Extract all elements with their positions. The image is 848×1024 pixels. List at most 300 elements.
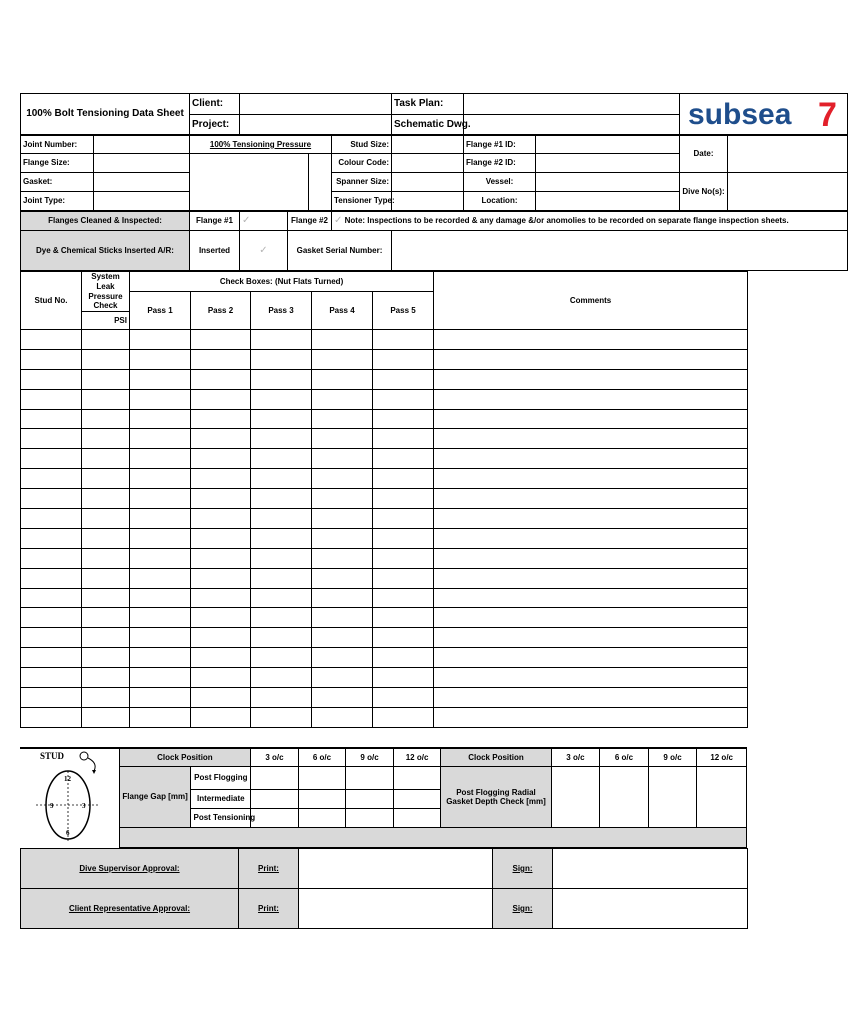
stud-row-cell[interactable] <box>312 648 373 668</box>
stud-row-cell[interactable] <box>434 588 748 608</box>
joint-type-field[interactable] <box>94 192 190 211</box>
stud-row-cell[interactable] <box>82 330 130 350</box>
stud-row-cell[interactable] <box>130 608 191 628</box>
gasket-serial-label: Gasket Serial Number: <box>288 231 392 271</box>
radial-check-label: Post Flogging Radial Gasket Depth Check [mm] <box>441 766 551 827</box>
psi-header: PSI <box>82 312 130 330</box>
stud-row-cell[interactable] <box>312 568 373 588</box>
flange-size-label: Flange Size: <box>21 154 94 173</box>
stud-row <box>21 707 748 727</box>
stud-row-cell[interactable] <box>434 568 748 588</box>
clock-9-left: 9 o/c <box>346 748 394 766</box>
gap-cell[interactable] <box>393 790 441 809</box>
clock-6-left: 6 o/c <box>298 748 346 766</box>
stud-row <box>21 369 748 389</box>
gap-cell[interactable] <box>298 790 346 809</box>
check-icon: ✓ <box>259 244 268 256</box>
flange-size-field[interactable] <box>94 154 190 173</box>
svg-text:9: 9 <box>50 802 54 811</box>
stud-row-cell[interactable] <box>312 469 373 489</box>
stud-rows <box>21 330 748 728</box>
stud-row-cell[interactable] <box>191 330 251 350</box>
gasket-field[interactable] <box>94 173 190 192</box>
clock-9-right: 9 o/c <box>648 748 697 766</box>
stud-row-cell[interactable] <box>373 528 434 548</box>
stud-row-cell[interactable] <box>191 449 251 469</box>
stud-row <box>21 509 748 529</box>
stud-row-cell[interactable] <box>21 409 82 429</box>
stud-row-cell[interactable] <box>21 389 82 409</box>
stud-row-cell[interactable] <box>373 330 434 350</box>
stud-row-cell[interactable] <box>312 389 373 409</box>
task-plan-label: Task Plan: <box>392 94 464 115</box>
stud-row-cell[interactable] <box>82 489 130 509</box>
stud-row-cell[interactable] <box>373 429 434 449</box>
stud-row-cell[interactable] <box>130 628 191 648</box>
stud-row-cell[interactable] <box>130 409 191 429</box>
stud-row-cell[interactable] <box>251 489 312 509</box>
inspection-note-text: Note: Inspections to be recorded & any damage &/or anomolies to be recorded on separate flange inspection sheets. <box>344 216 789 225</box>
radial-cell[interactable] <box>697 766 747 827</box>
stud-row-cell[interactable] <box>373 707 434 727</box>
stud-no-header: Stud No. <box>21 272 82 330</box>
stud-row-cell[interactable] <box>82 588 130 608</box>
stud-row-cell[interactable] <box>312 688 373 708</box>
stud-row-cell[interactable] <box>373 608 434 628</box>
stud-row-cell[interactable] <box>21 707 82 727</box>
stud-row-cell[interactable] <box>21 489 82 509</box>
stud-row-cell[interactable] <box>312 588 373 608</box>
schematic-label: Schematic Dwg. <box>392 115 464 135</box>
stud-row <box>21 608 748 628</box>
stud-row <box>21 449 748 469</box>
stud-row-cell[interactable] <box>251 369 312 389</box>
stud-row-cell[interactable] <box>251 349 312 369</box>
spanner-size-label: Spanner Size: <box>332 173 392 192</box>
stud-row <box>21 389 748 409</box>
stud-row-cell[interactable] <box>82 707 130 727</box>
gap-cell[interactable] <box>346 766 394 789</box>
stud-row-cell[interactable] <box>21 509 82 529</box>
colour-code-field[interactable] <box>392 154 464 173</box>
company-logo <box>680 94 848 135</box>
tensioner-type-field[interactable] <box>392 192 464 211</box>
stud-row-cell[interactable] <box>251 528 312 548</box>
inspection-note <box>332 211 848 231</box>
stud-row-cell[interactable] <box>373 449 434 469</box>
stud-row-cell[interactable] <box>251 449 312 469</box>
vessel-field[interactable] <box>536 173 680 192</box>
stud-row-cell[interactable] <box>130 429 191 449</box>
stud-row-cell[interactable] <box>312 608 373 628</box>
stud-row-cell[interactable] <box>21 588 82 608</box>
stud-row-cell[interactable] <box>130 528 191 548</box>
stud-row <box>21 330 748 350</box>
pass-5-header: Pass 5 <box>373 292 434 330</box>
stud-row-cell[interactable] <box>434 668 748 688</box>
stud-row-cell[interactable] <box>373 548 434 568</box>
stud-row-cell[interactable] <box>312 509 373 529</box>
flange1-check-label: Flange #1 <box>190 211 240 231</box>
stage-intermediate: Intermediate <box>191 790 251 809</box>
stud-row-cell[interactable] <box>251 389 312 409</box>
colour-code-label: Colour Code: <box>332 154 392 173</box>
stud-row-cell[interactable] <box>130 648 191 668</box>
stud-row <box>21 648 748 668</box>
stud-row-cell[interactable] <box>251 648 312 668</box>
flange2-id-field[interactable] <box>536 154 680 173</box>
radial-cell[interactable] <box>600 766 649 827</box>
pass-4-header: Pass 4 <box>312 292 373 330</box>
stud-row-cell[interactable] <box>251 588 312 608</box>
comments-header: Comments <box>434 272 748 330</box>
clock-position-header-left: Clock Position <box>119 748 251 766</box>
stud-row-cell[interactable] <box>434 369 748 389</box>
joint-number-label: Joint Number: <box>21 135 94 154</box>
svg-text:3: 3 <box>82 802 86 811</box>
stud-row-cell[interactable] <box>251 469 312 489</box>
stud-row <box>21 528 748 548</box>
client-print-field[interactable] <box>299 889 493 929</box>
stud-row-cell[interactable] <box>191 349 251 369</box>
svg-text:12: 12 <box>64 775 71 784</box>
supervisor-sign-label: Sign: <box>493 849 553 889</box>
stud-row-cell[interactable] <box>373 369 434 389</box>
stud-row-cell[interactable] <box>21 648 82 668</box>
stud-row-cell[interactable] <box>21 548 82 568</box>
stud-row-cell[interactable] <box>191 548 251 568</box>
stud-row-cell[interactable] <box>191 648 251 668</box>
clock-3-right: 3 o/c <box>551 748 600 766</box>
stud-row-cell[interactable] <box>373 568 434 588</box>
stud-row-cell[interactable] <box>373 409 434 429</box>
flange-clock-diagram-icon <box>20 749 116 845</box>
pass-3-header: Pass 3 <box>251 292 312 330</box>
client-field[interactable] <box>240 94 392 115</box>
stud-row-cell[interactable] <box>130 548 191 568</box>
flange1-id-label: Flange #1 ID: <box>464 135 536 154</box>
supervisor-print-label: Print: <box>239 849 299 889</box>
stud-row-cell[interactable] <box>21 449 82 469</box>
stud-row-cell[interactable] <box>21 429 82 449</box>
stud-row-cell[interactable] <box>434 648 748 668</box>
clock-3-left: 3 o/c <box>251 748 299 766</box>
stud-row-cell[interactable] <box>434 349 748 369</box>
stud-row-cell[interactable] <box>373 349 434 369</box>
stud-row-cell[interactable] <box>434 528 748 548</box>
stud-row-cell[interactable] <box>373 489 434 509</box>
stud-row-cell[interactable] <box>130 568 191 588</box>
stud-row-cell[interactable] <box>251 548 312 568</box>
stud-row-cell[interactable] <box>21 668 82 688</box>
stud-row-cell[interactable] <box>312 429 373 449</box>
stud-row-cell[interactable] <box>251 688 312 708</box>
check-boxes-header: Check Boxes: (Nut Flats Turned) <box>130 272 434 292</box>
stud-row <box>21 688 748 708</box>
stud-row <box>21 568 748 588</box>
stud-row-cell[interactable] <box>21 688 82 708</box>
stud-row <box>21 409 748 429</box>
gap-cell[interactable] <box>251 790 299 809</box>
dive-supervisor-label: Dive Supervisor Approval: <box>21 849 239 889</box>
stud-row-cell[interactable] <box>21 608 82 628</box>
stud-row-cell[interactable] <box>251 707 312 727</box>
stud-row-cell[interactable] <box>191 469 251 489</box>
stud-row-cell[interactable] <box>191 568 251 588</box>
stud-row-cell[interactable] <box>434 608 748 628</box>
stud-row-cell[interactable] <box>191 628 251 648</box>
stud-row-cell[interactable] <box>130 668 191 688</box>
stud-row <box>21 469 748 489</box>
stud-row-cell[interactable] <box>191 688 251 708</box>
stud-row-cell[interactable] <box>130 688 191 708</box>
stud-row-cell[interactable] <box>191 389 251 409</box>
stud-row-cell[interactable] <box>21 349 82 369</box>
stud-row-cell[interactable] <box>130 509 191 529</box>
stud-row-cell[interactable] <box>82 608 130 628</box>
stud-check-table <box>20 271 748 747</box>
stud-row-cell[interactable] <box>130 369 191 389</box>
stud-row-cell[interactable] <box>191 369 251 389</box>
radial-cell[interactable] <box>648 766 697 827</box>
stud-row-cell[interactable] <box>130 588 191 608</box>
stud-row <box>21 489 748 509</box>
svg-text:subsea: subsea <box>687 97 791 131</box>
bolt-tensioning-data-sheet <box>20 93 837 929</box>
gap-cell[interactable] <box>298 766 346 789</box>
radial-cell[interactable] <box>551 766 600 827</box>
stud-row-cell[interactable] <box>434 707 748 727</box>
stud-row-cell[interactable] <box>434 509 748 529</box>
stud-row-cell[interactable] <box>312 528 373 548</box>
stud-row-cell[interactable] <box>130 489 191 509</box>
supervisor-print-field[interactable] <box>299 849 493 889</box>
flange-gap-label: Flange Gap [mm] <box>119 766 191 827</box>
gap-cell[interactable] <box>251 809 299 828</box>
location-label: Location: <box>464 192 536 211</box>
stud-row-cell[interactable] <box>82 688 130 708</box>
subsea7-logo-icon <box>686 95 842 134</box>
stud-row-cell[interactable] <box>312 628 373 648</box>
stud-row-cell[interactable] <box>312 330 373 350</box>
stud-row-cell[interactable] <box>373 688 434 708</box>
svg-text:STUD: STUD <box>40 751 65 762</box>
stud-row <box>21 668 748 688</box>
dive-nos-label: Dive No(s): <box>680 173 728 211</box>
stud-row-cell[interactable] <box>434 389 748 409</box>
system-leak-header: System Leak Pressure Check <box>82 272 130 312</box>
stud-row-cell[interactable] <box>21 628 82 648</box>
stud-size-label: Stud Size: <box>332 135 392 154</box>
stage-post-tensioning: Post Tensioning <box>191 809 251 828</box>
stud-row-cell[interactable] <box>82 668 130 688</box>
task-plan-field[interactable] <box>464 94 680 115</box>
stud-row-cell[interactable] <box>82 469 130 489</box>
stud-row-cell[interactable] <box>191 668 251 688</box>
stud-row-cell[interactable] <box>251 608 312 628</box>
stud-row-cell[interactable] <box>191 588 251 608</box>
stud-row-cell[interactable] <box>21 369 82 389</box>
stud-row-cell[interactable] <box>434 469 748 489</box>
stud-row-cell[interactable] <box>191 509 251 529</box>
stud-diagram <box>20 748 119 847</box>
pass-1-header: Pass 1 <box>130 292 191 330</box>
stud-row-cell[interactable] <box>191 409 251 429</box>
stud-row-cell[interactable] <box>21 469 82 489</box>
clock-6-right: 6 o/c <box>600 748 649 766</box>
stud-row-cell[interactable] <box>191 429 251 449</box>
date-field[interactable] <box>728 135 848 173</box>
stud-row-cell[interactable] <box>312 668 373 688</box>
stud-row-cell[interactable] <box>130 449 191 469</box>
stud-row-cell[interactable] <box>312 707 373 727</box>
stud-row-cell[interactable] <box>82 548 130 568</box>
stud-row-cell[interactable] <box>373 628 434 648</box>
stud-row-cell[interactable] <box>312 449 373 469</box>
supervisor-sign-field[interactable] <box>553 849 748 889</box>
stud-row-cell[interactable] <box>21 330 82 350</box>
stud-row-cell[interactable] <box>251 509 312 529</box>
stud-row-cell[interactable] <box>82 648 130 668</box>
flange1-checkbox[interactable] <box>240 211 288 231</box>
gasket-serial-field[interactable] <box>392 231 848 271</box>
client-print-label: Print: <box>239 889 299 929</box>
stud-row-cell[interactable] <box>251 429 312 449</box>
stud-row-cell[interactable] <box>373 389 434 409</box>
inserted-checkbox[interactable] <box>240 231 288 271</box>
stud-row-cell[interactable] <box>130 707 191 727</box>
stud-row-cell[interactable] <box>82 449 130 469</box>
flange-gap-table <box>20 747 747 848</box>
stud-row-cell[interactable] <box>21 528 82 548</box>
stud-row <box>21 548 748 568</box>
svg-text:6: 6 <box>66 829 70 838</box>
client-sign-label: Sign: <box>493 889 553 929</box>
stud-row-cell[interactable] <box>251 409 312 429</box>
stud-row-cell[interactable] <box>373 509 434 529</box>
stud-row-cell[interactable] <box>434 688 748 708</box>
gap-cell[interactable] <box>346 809 394 828</box>
stud-row <box>21 349 748 369</box>
stud-row-cell[interactable] <box>312 548 373 568</box>
svg-text:7: 7 <box>817 95 837 134</box>
stud-row-cell[interactable] <box>21 568 82 588</box>
stud-row <box>21 429 748 449</box>
stud-row-cell[interactable] <box>130 389 191 409</box>
dye-sticks-label: Dye & Chemical Sticks Inserted A/R: <box>21 231 190 271</box>
stud-row-cell[interactable] <box>82 528 130 548</box>
gap-cell[interactable] <box>393 809 441 828</box>
dive-nos-field[interactable] <box>728 173 848 211</box>
clock-position-header-right: Clock Position <box>441 748 551 766</box>
stud-row-cell[interactable] <box>312 369 373 389</box>
stud-row-cell[interactable] <box>191 489 251 509</box>
vessel-label: Vessel: <box>464 173 536 192</box>
gap-footer-bar <box>119 828 746 848</box>
flange2-check-label: Flange #2 <box>288 211 332 231</box>
stud-row-cell[interactable] <box>434 429 748 449</box>
stud-row-cell[interactable] <box>251 628 312 648</box>
client-sign-field[interactable] <box>553 889 748 929</box>
stud-row-cell[interactable] <box>434 409 748 429</box>
clock-12-left: 12 o/c <box>393 748 441 766</box>
stud-row-cell[interactable] <box>82 409 130 429</box>
gap-cell[interactable] <box>251 766 299 789</box>
gap-cell[interactable] <box>298 809 346 828</box>
stud-row-cell[interactable] <box>130 469 191 489</box>
stud-row-cell[interactable] <box>373 469 434 489</box>
stud-row-cell[interactable] <box>251 568 312 588</box>
client-label: Client: <box>190 94 240 115</box>
tensioning-pressure-field[interactable] <box>190 154 309 211</box>
gap-cell[interactable] <box>346 790 394 809</box>
stud-row-cell[interactable] <box>251 330 312 350</box>
grid-spacer <box>21 727 748 747</box>
stud-row-cell[interactable] <box>82 628 130 648</box>
gap-cell[interactable] <box>393 766 441 789</box>
stud-row-cell[interactable] <box>191 707 251 727</box>
stage-post-flogging: Post Flogging <box>191 766 251 789</box>
stud-row-cell[interactable] <box>373 648 434 668</box>
stud-row-cell[interactable] <box>434 489 748 509</box>
stud-row-cell[interactable] <box>373 668 434 688</box>
location-field[interactable] <box>536 192 680 211</box>
stud-row-cell[interactable] <box>434 628 748 648</box>
stud-row-cell[interactable] <box>434 449 748 469</box>
project-label: Project: <box>190 115 240 135</box>
stud-row-cell[interactable] <box>82 389 130 409</box>
stud-row-cell[interactable] <box>191 528 251 548</box>
approvals-table <box>20 848 748 929</box>
header-table <box>20 93 848 271</box>
stud-row-cell[interactable] <box>82 349 130 369</box>
sheet-title: 100% Bolt Tensioning Data Sheet <box>21 94 190 135</box>
check-icon: ✓ <box>334 215 343 226</box>
stud-row-cell[interactable] <box>82 568 130 588</box>
stud-row-cell[interactable] <box>312 489 373 509</box>
stud-row-cell[interactable] <box>130 349 191 369</box>
project-field[interactable] <box>240 115 392 135</box>
schematic-field[interactable] <box>464 115 680 135</box>
stud-row-cell[interactable] <box>373 588 434 608</box>
date-label: Date: <box>680 135 728 173</box>
stud-row-cell[interactable] <box>434 548 748 568</box>
stud-size-field[interactable] <box>392 135 464 154</box>
stud-row-cell[interactable] <box>191 608 251 628</box>
tensioning-pressure-unit[interactable] <box>309 154 332 211</box>
flange2-id-label: Flange #2 ID: <box>464 154 536 173</box>
stud-row-cell[interactable] <box>82 369 130 389</box>
stud-row-cell[interactable] <box>130 330 191 350</box>
stud-row-cell[interactable] <box>434 330 748 350</box>
joint-number-field[interactable] <box>94 135 190 154</box>
tensioner-type-label: Tensioner Type: <box>332 192 392 211</box>
stud-row-cell[interactable] <box>312 409 373 429</box>
stud-row-cell[interactable] <box>82 509 130 529</box>
gasket-label: Gasket: <box>21 173 94 192</box>
stud-row <box>21 588 748 608</box>
stud-row <box>21 628 748 648</box>
client-rep-label: Client Representative Approval: <box>21 889 239 929</box>
flange1-id-field[interactable] <box>536 135 680 154</box>
stud-row-cell[interactable] <box>251 668 312 688</box>
spanner-size-field[interactable] <box>392 173 464 192</box>
flanges-cleaned-label: Flanges Cleaned & Inspected: <box>21 211 190 231</box>
stud-row-cell[interactable] <box>312 349 373 369</box>
joint-type-label: Joint Type: <box>21 192 94 211</box>
clock-12-right: 12 o/c <box>697 748 747 766</box>
stud-row-cell[interactable] <box>82 429 130 449</box>
